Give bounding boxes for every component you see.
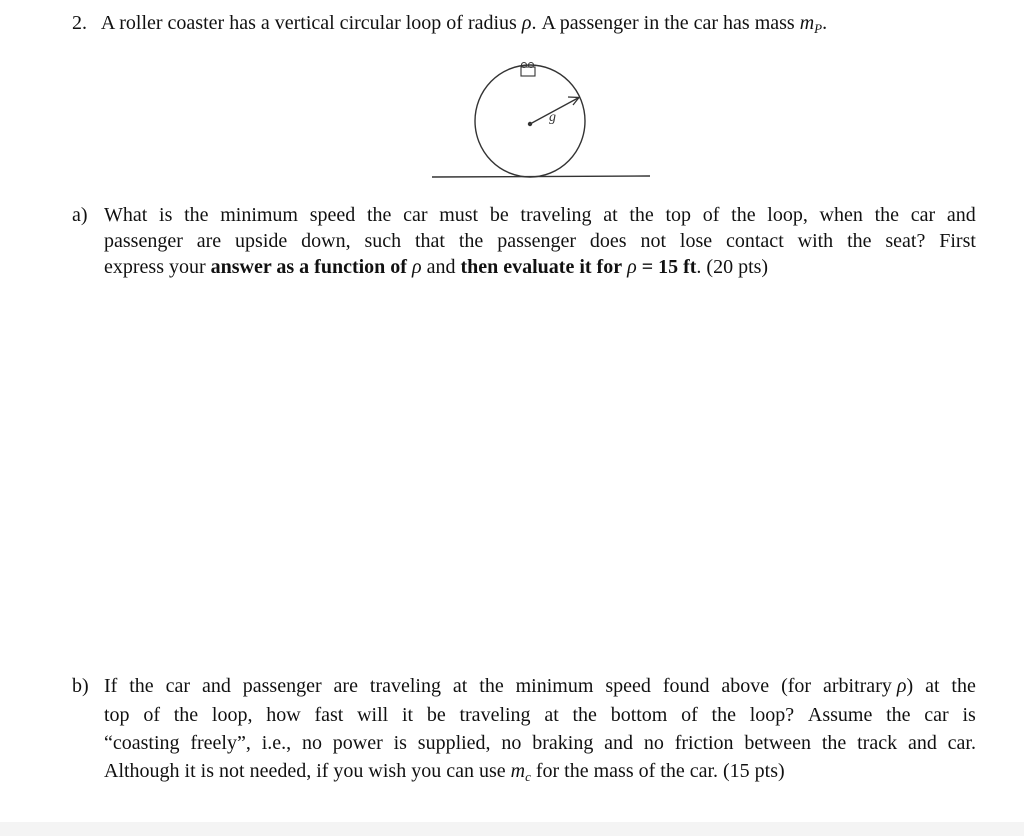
word: and bbox=[907, 732, 937, 754]
word: arbitrary bbox=[823, 675, 892, 697]
word: how bbox=[266, 704, 301, 726]
word: the bbox=[731, 204, 756, 226]
loop-circle bbox=[475, 65, 585, 177]
problem-intro-mid: . A passenger in the car has mass bbox=[531, 12, 795, 34]
word: the bbox=[951, 675, 976, 697]
word: loop? bbox=[749, 704, 795, 726]
rho-symbol: ρ bbox=[627, 256, 637, 278]
word: are bbox=[333, 675, 358, 697]
part-a-bold-value: = 15 ft bbox=[636, 256, 697, 278]
word: passenger bbox=[104, 230, 183, 252]
part-a-line-1 bbox=[104, 202, 976, 228]
word: supplied, bbox=[417, 732, 491, 754]
part-b-label: b) bbox=[72, 675, 89, 697]
word: of bbox=[143, 704, 160, 726]
word: of bbox=[702, 204, 720, 226]
word: is bbox=[159, 204, 173, 226]
word: loop, bbox=[767, 204, 808, 226]
mass-car-symbol: m bbox=[510, 760, 526, 782]
mass-symbol: m bbox=[799, 12, 815, 34]
word: above bbox=[721, 675, 770, 697]
rho-symbol: ρ bbox=[896, 675, 907, 697]
part-a-text: express your bbox=[104, 256, 211, 278]
word: when bbox=[819, 204, 863, 226]
word: power bbox=[332, 732, 383, 754]
word: is bbox=[393, 732, 407, 754]
word: loop, bbox=[211, 704, 253, 726]
word: minimum bbox=[515, 675, 594, 697]
word: such bbox=[364, 230, 402, 252]
radius-label: g bbox=[549, 110, 556, 125]
word: First bbox=[939, 230, 976, 252]
word: What bbox=[104, 204, 148, 226]
word: If bbox=[104, 675, 118, 697]
word: friction bbox=[674, 732, 734, 754]
word: traveling bbox=[520, 204, 592, 226]
word: passenger bbox=[242, 675, 322, 697]
word: braking bbox=[532, 732, 594, 754]
word: upside bbox=[235, 230, 288, 252]
word: down, bbox=[301, 230, 351, 252]
word: of bbox=[681, 704, 698, 726]
word: must bbox=[439, 204, 479, 226]
part-a-line-2 bbox=[104, 228, 976, 254]
word: Assume bbox=[807, 704, 873, 726]
part-a-label: a) bbox=[72, 204, 88, 226]
word: car bbox=[910, 204, 936, 226]
word: speed bbox=[605, 675, 651, 697]
problem-statement bbox=[72, 10, 827, 36]
problem-intro-end: . bbox=[822, 12, 828, 34]
problem-number: 2. bbox=[72, 12, 87, 34]
word: the bbox=[129, 675, 154, 697]
word: and bbox=[946, 204, 976, 226]
page-bottom-edge bbox=[0, 822, 1024, 836]
word: the bbox=[874, 204, 900, 226]
word: the bbox=[173, 704, 199, 726]
part-b-line-1 bbox=[104, 673, 976, 699]
word: no bbox=[643, 732, 664, 754]
word: bottom bbox=[610, 704, 668, 726]
word: the bbox=[184, 204, 209, 226]
mass-subscript: P bbox=[814, 21, 823, 36]
word: “coasting bbox=[104, 732, 180, 754]
word: and bbox=[201, 675, 231, 697]
word: the bbox=[821, 732, 847, 754]
word: that bbox=[415, 230, 445, 252]
word: with bbox=[797, 230, 834, 252]
word: at bbox=[544, 704, 559, 726]
car-icon bbox=[521, 63, 535, 77]
word: found bbox=[662, 675, 710, 697]
word: car. bbox=[947, 732, 976, 754]
word: freely”, bbox=[190, 732, 251, 754]
word: no bbox=[301, 732, 322, 754]
part-a-bold-text: answer as a function of bbox=[210, 256, 407, 278]
part-a-line-3 bbox=[104, 254, 768, 280]
word: i.e., bbox=[261, 732, 292, 754]
word: the bbox=[366, 204, 392, 226]
word: is bbox=[962, 704, 976, 726]
word: arbitrary ρ) bbox=[823, 675, 914, 697]
word: be bbox=[489, 204, 509, 226]
word: (for bbox=[781, 675, 812, 697]
word: car bbox=[165, 675, 191, 697]
part-a-text: and bbox=[421, 256, 461, 278]
word: does bbox=[589, 230, 627, 252]
word: at bbox=[925, 675, 940, 697]
rho-symbol: ρ bbox=[521, 12, 532, 34]
part-a-bold-text: then evaluate it for bbox=[460, 256, 623, 278]
word: speed bbox=[309, 204, 356, 226]
part-b-line-3 bbox=[104, 730, 976, 756]
part-a-points: . (20 pts) bbox=[696, 256, 769, 278]
part-b-line-2 bbox=[104, 702, 976, 728]
word: fast bbox=[314, 704, 344, 726]
word: the bbox=[629, 204, 654, 226]
word: not bbox=[640, 230, 667, 252]
word: be bbox=[426, 704, 446, 726]
word: minimum bbox=[220, 204, 298, 226]
word: at bbox=[603, 204, 618, 226]
mass-car-subscript: c bbox=[525, 769, 531, 784]
word: it bbox=[401, 704, 414, 726]
word: car bbox=[403, 204, 428, 226]
word: the bbox=[572, 704, 597, 726]
word: car bbox=[924, 704, 949, 726]
word: the bbox=[479, 675, 504, 697]
word: the bbox=[458, 230, 484, 252]
word: traveling bbox=[459, 704, 531, 726]
part-b-line-4 bbox=[104, 758, 785, 784]
word: will bbox=[357, 704, 389, 726]
rho-symbol: ρ bbox=[411, 256, 422, 278]
word: passenger bbox=[497, 230, 577, 252]
word: between bbox=[744, 732, 812, 754]
word: at bbox=[452, 675, 468, 697]
word: no bbox=[501, 732, 522, 754]
word: seat? bbox=[885, 230, 926, 252]
loop-diagram bbox=[420, 55, 660, 190]
word: top bbox=[104, 704, 130, 726]
word: and bbox=[604, 732, 634, 754]
word: the bbox=[711, 704, 736, 726]
word: are bbox=[196, 230, 222, 252]
word: contact bbox=[726, 230, 784, 252]
part-b-points: for the mass of the car. (15 pts) bbox=[530, 760, 785, 782]
word: the bbox=[886, 704, 911, 726]
problem-intro-text: A roller coaster has a vertical circular loop of radius bbox=[100, 12, 517, 34]
word: track bbox=[857, 732, 898, 754]
part-b-text: Although it is not needed, if you wish you can use bbox=[104, 760, 511, 782]
word: top bbox=[665, 204, 692, 226]
word: the bbox=[847, 230, 872, 252]
word: traveling bbox=[369, 675, 441, 697]
word: lose bbox=[679, 230, 713, 252]
